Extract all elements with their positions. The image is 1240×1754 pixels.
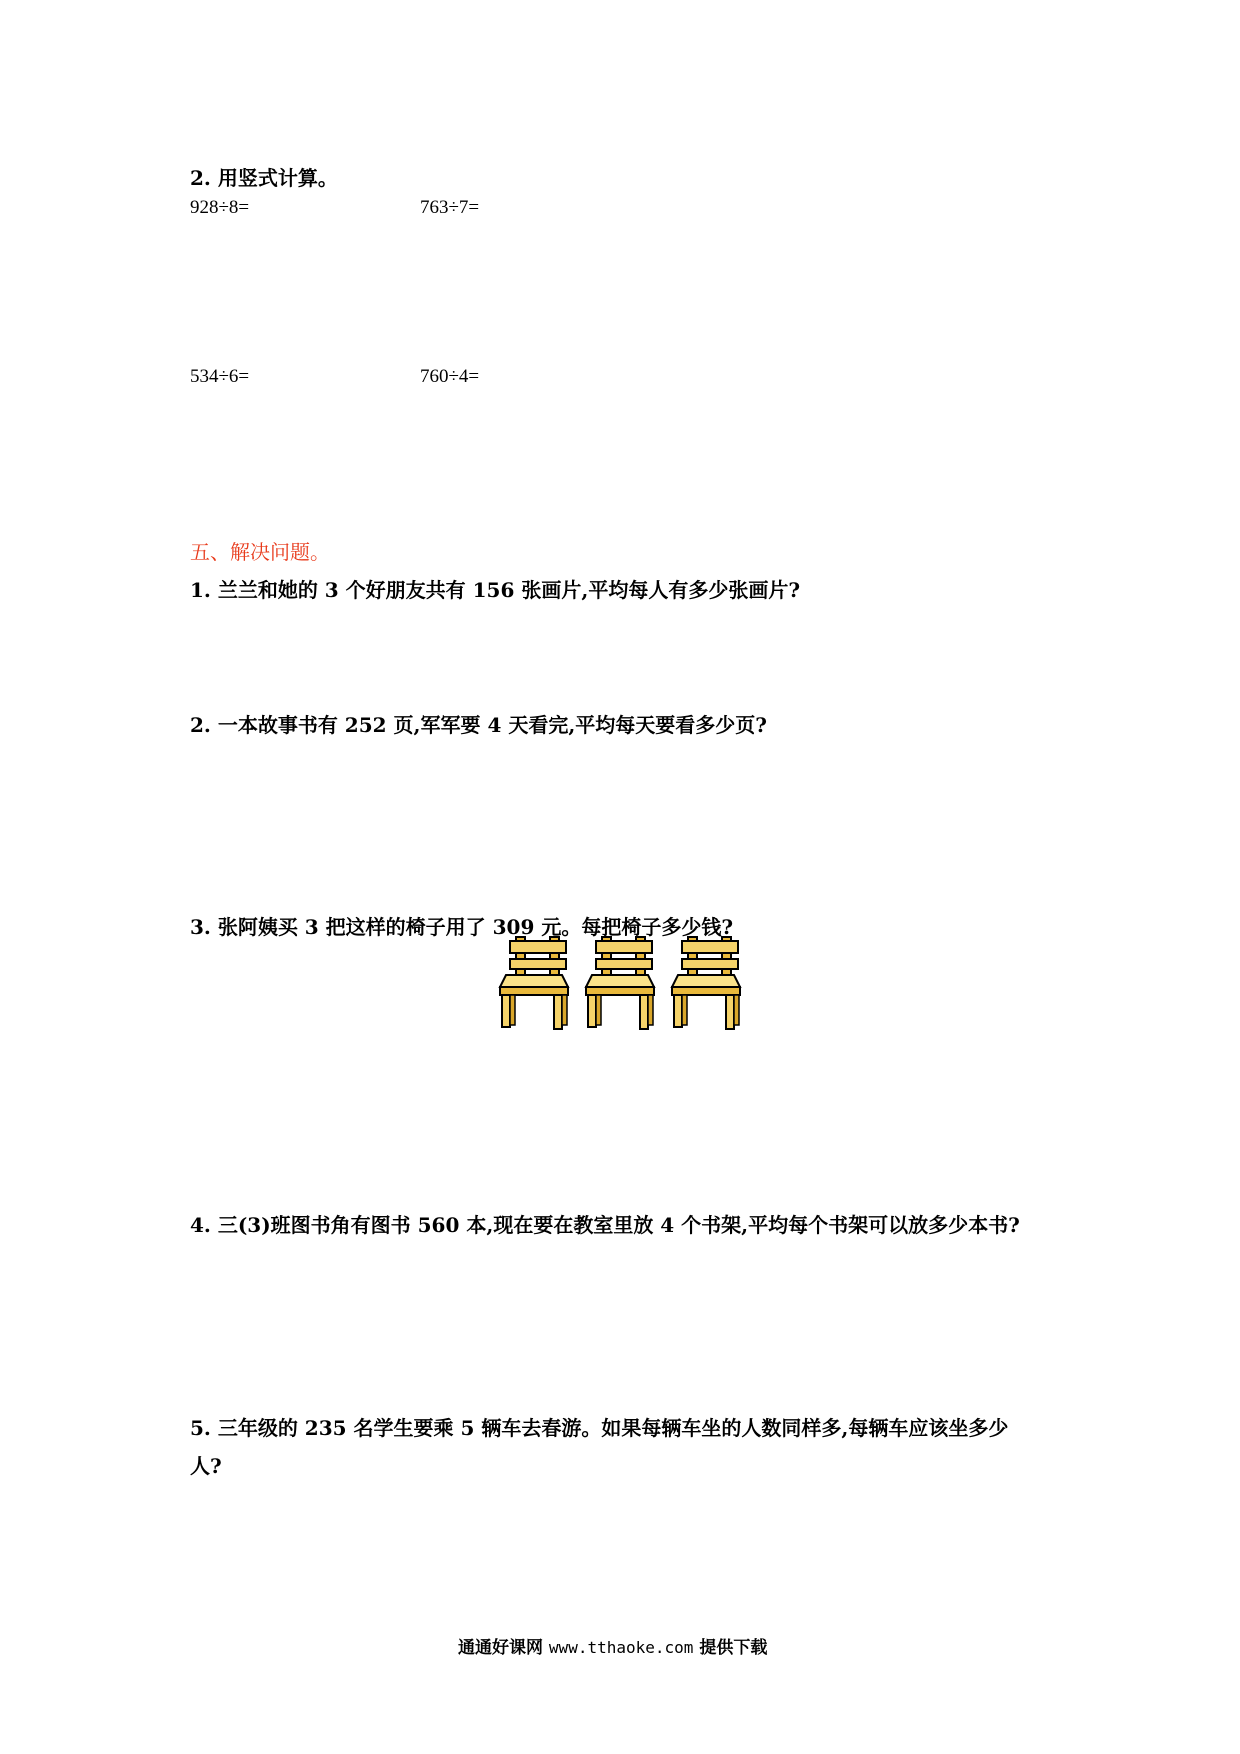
chair-icon: [586, 937, 654, 1029]
calc-section-title: 2. 用竖式计算。: [190, 166, 338, 190]
chairs-illustration: [496, 933, 751, 1033]
chair-icon: [672, 937, 740, 1029]
footer: [458, 1633, 767, 1658]
question-2: 2. 一本故事书有 252 页,军军要 4 天看完,平均每天要看多少页?: [190, 713, 768, 737]
question-1: 1. 兰兰和她的 3 个好朋友共有 156 张画片,平均每人有多少张画片?: [190, 578, 801, 602]
footer-url[interactable]: www.tthaoke.com: [548, 1638, 694, 1657]
section-5-title: 五、解决问题。: [190, 540, 330, 564]
calc-problem-3: 534÷6=: [190, 366, 250, 387]
chair-icon: [500, 937, 568, 1029]
calc-problem-1: 928÷8=: [190, 197, 250, 218]
question-4: 4. 三(3)班图书角有图书 560 本,现在要在教室里放 4 个书架,平均每个书架可以放多少本书?: [190, 1213, 1020, 1237]
question-3: 3. 张阿姨买 3 把这样的椅子用了 309 元。每把椅子多少钱?: [190, 915, 734, 939]
question-5-line-2: 人?: [190, 1454, 222, 1478]
question-5: 5. 三年级的 235 名学生要乘 5 辆车去春游。如果每辆车坐的人数同样多,每辆车应该坐多少: [190, 1416, 1009, 1440]
calc-problem-4: 760÷4=: [420, 366, 480, 387]
footer-suffix: 提供下载: [699, 1638, 768, 1658]
calc-problem-2: 763÷7=: [420, 197, 480, 218]
footer-site-name: 通通好课网: [458, 1638, 543, 1658]
